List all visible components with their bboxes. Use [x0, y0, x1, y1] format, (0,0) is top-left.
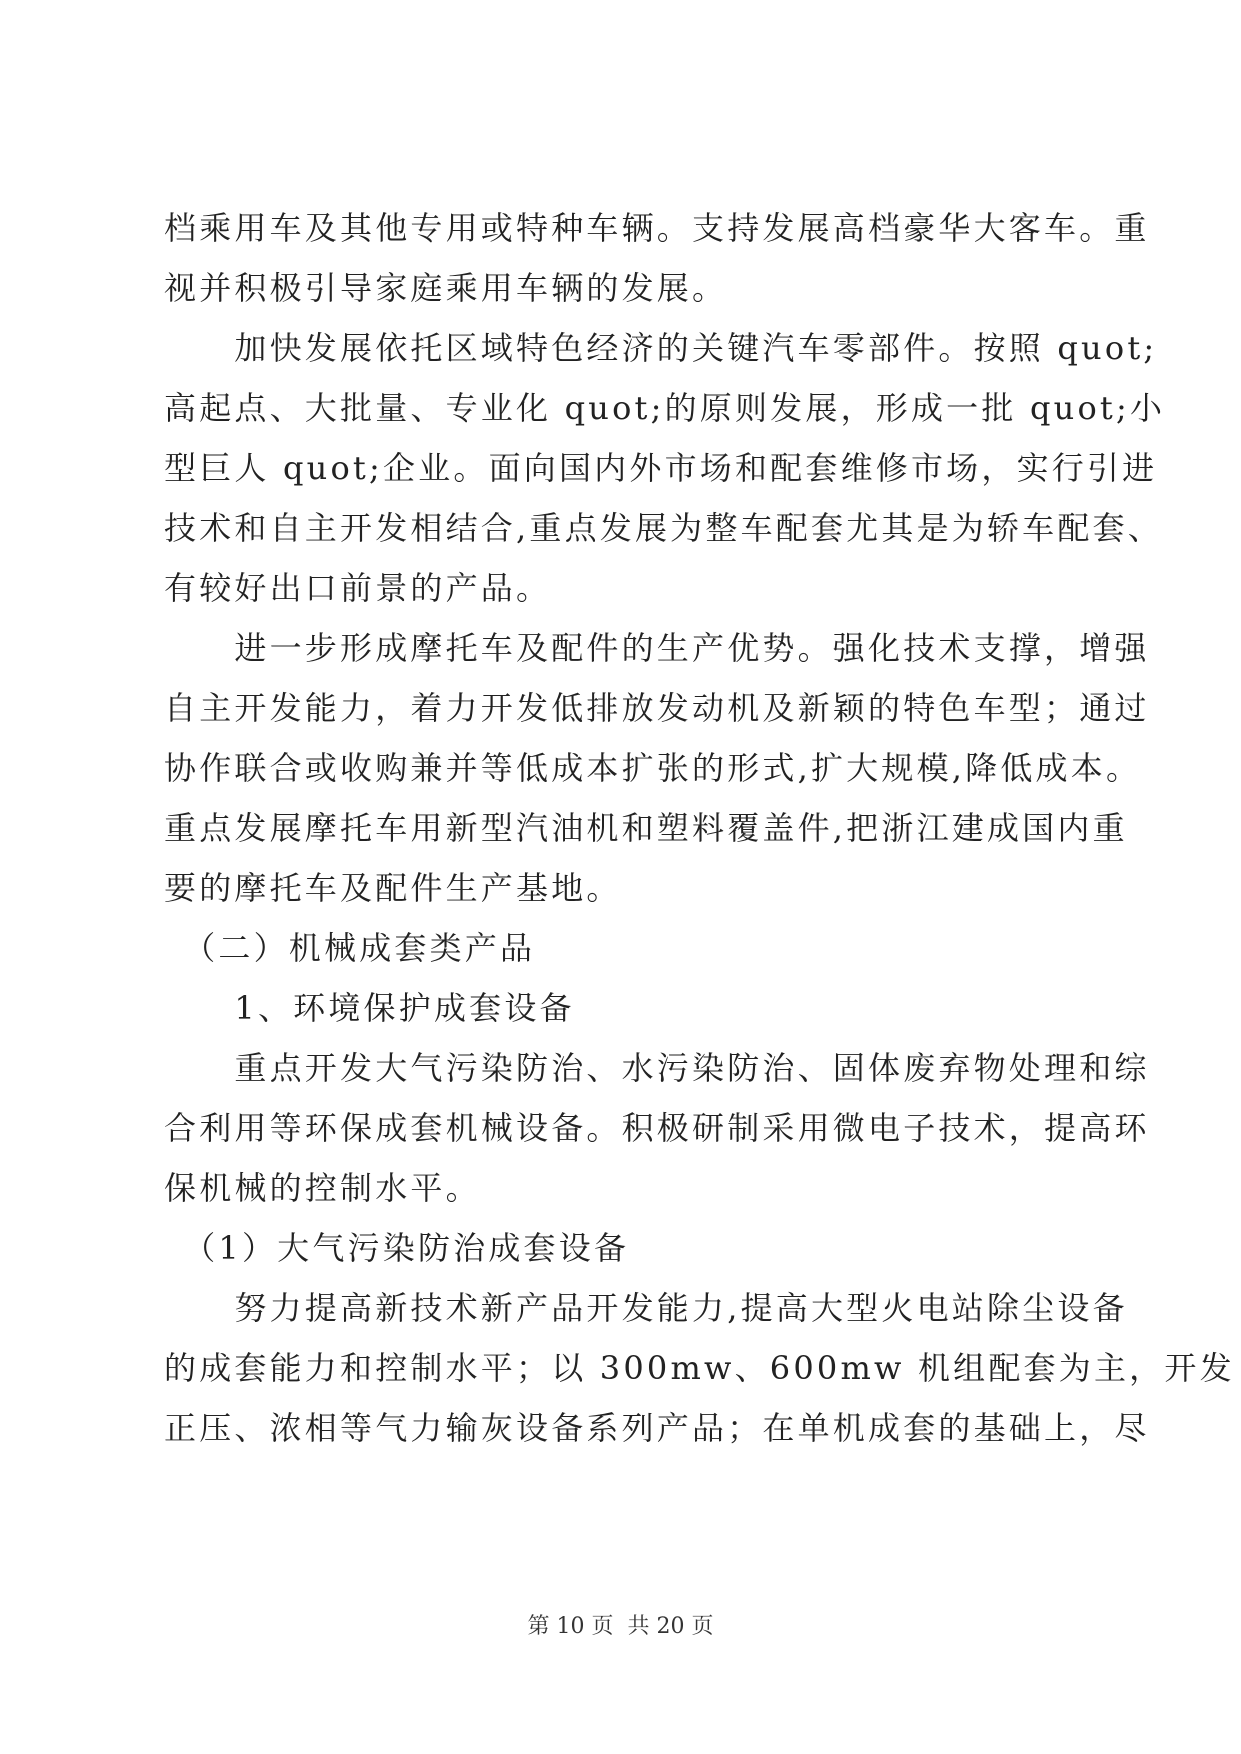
body-text-line: 技术和自主开发相结合,重点发展为整车配套尤其是为轿车配套、: [164, 509, 1163, 547]
body-text-line: 努力提高新技术新产品开发能力,提高大型火电站除尘设备: [164, 1289, 1128, 1327]
body-text-line: 高起点、大批量、专业化 quot;的原则发展，形成一批 quot;小: [164, 389, 1166, 427]
body-text-line: 型巨人 quot;企业。面向国内外市场和配套维修市场，实行引进: [164, 449, 1158, 487]
body-text-line: 有较好出口前景的产品。: [164, 569, 552, 607]
body-text-line: 重点开发大气污染防治、水污染防治、固体废弃物处理和综: [164, 1049, 1150, 1087]
subsection-heading: 1、环境保护成套设备: [164, 989, 575, 1027]
subsection-heading: （1）大气污染防治成套设备: [164, 1229, 630, 1267]
body-text-line: 要的摩托车及配件生产基地。: [164, 869, 622, 907]
body-text-line: 重点发展摩托车用新型汽油机和塑料覆盖件,把浙江建成国内重: [164, 809, 1128, 847]
body-text-line: 加快发展依托区域特色经济的关键汽车零部件。按照 quot;: [164, 329, 1158, 367]
body-text-line: 合利用等环保成套机械设备。积极研制采用微电子技术，提高环: [164, 1109, 1150, 1147]
body-text-line: 进一步形成摩托车及配件的生产优势。强化技术支撑，增强: [164, 629, 1150, 667]
body-text-line: 视并积极引导家庭乘用车辆的发展。: [164, 269, 728, 307]
body-text-line: 的成套能力和控制水平；以 300mw、600mw 机组配套为主，开发: [164, 1349, 1235, 1387]
body-text-line: 保机械的控制水平。: [164, 1169, 481, 1207]
body-text-line: 自主开发能力，着力开发低排放发动机及新颖的特色车型；通过: [164, 689, 1150, 727]
page-footer: [0, 1612, 1241, 1642]
page-number: 第 10 页 共 20 页: [527, 1614, 714, 1639]
section-heading: （二）机械成套类产品: [164, 929, 536, 967]
body-text-line: 协作联合或收购兼并等低成本扩张的形式,扩大规模,降低成本。: [164, 749, 1142, 787]
body-text-line: 正压、浓相等气力输灰设备系列产品；在单机成套的基础上，尽: [164, 1409, 1150, 1447]
body-text-line: 档乘用车及其他专用或特种车辆。支持发展高档豪华大客车。重: [164, 209, 1150, 247]
